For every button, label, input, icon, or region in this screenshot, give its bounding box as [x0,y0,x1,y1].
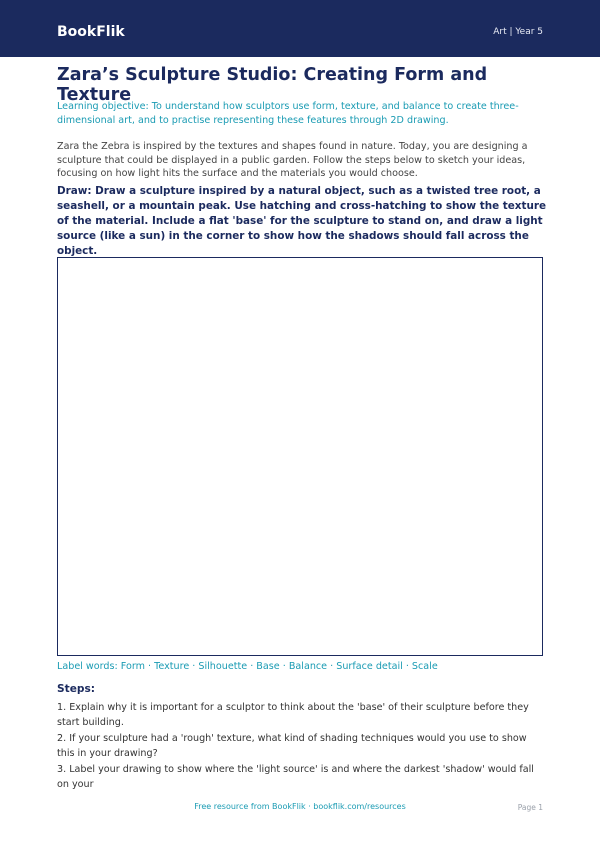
steps-list [57,701,547,794]
steps-heading: Steps: [57,683,96,695]
step-item: 2. If your sculpture had a 'rough' texture, what kind of shading techniques would you use to show this in your drawing? [57,733,527,759]
subject-year-label: Art | Year 5 [493,27,543,37]
page-title: Zara’s Sculpture Studio: Creating Form and Texture [57,65,488,105]
drawing-area[interactable] [57,257,543,656]
step-item: 1. Explain why it is important for a sculptor to think about the 'base' of their sculpture before they start building. [57,702,529,728]
draw-instruction: Draw: Draw a sculpture inspired by a natural object, such as a twisted tree root, a seashell, or a mountain peak. Use hatching and cross-hatching to show the texture of the material. Include a flat 'base' for the sculpture to stand on, and draw a light source (like a sun) in the corner to show how the shadows should fall across the object. [57,185,547,257]
footer-credit: Free resource from BookFlik · bookflik.com/resources [194,802,406,811]
brand-logo: BookFlik [57,24,125,40]
page-number: Page 1 [517,803,543,812]
step-item: 3. Label your drawing to show where the 'light source' is and where the darkest 'shadow' would fall on your [57,764,534,790]
header-bar [0,0,600,57]
intro-paragraph: Zara the Zebra is inspired by the textures and shapes found in nature. Today, you are designing a sculpture that could be displayed in a public garden. Follow the steps below to sketch your ideas, focusing on how light hits the surface and the materials you would choose. [57,141,528,179]
learning-objective: Learning objective: To understand how sculptors use form, texture, and balance to create three-dimensional art, and to practise representing these features through 2D drawing. [57,101,519,126]
label-words: Label words: Form · Texture · Silhouette · Base · Balance · Surface detail · Scale [57,661,438,672]
